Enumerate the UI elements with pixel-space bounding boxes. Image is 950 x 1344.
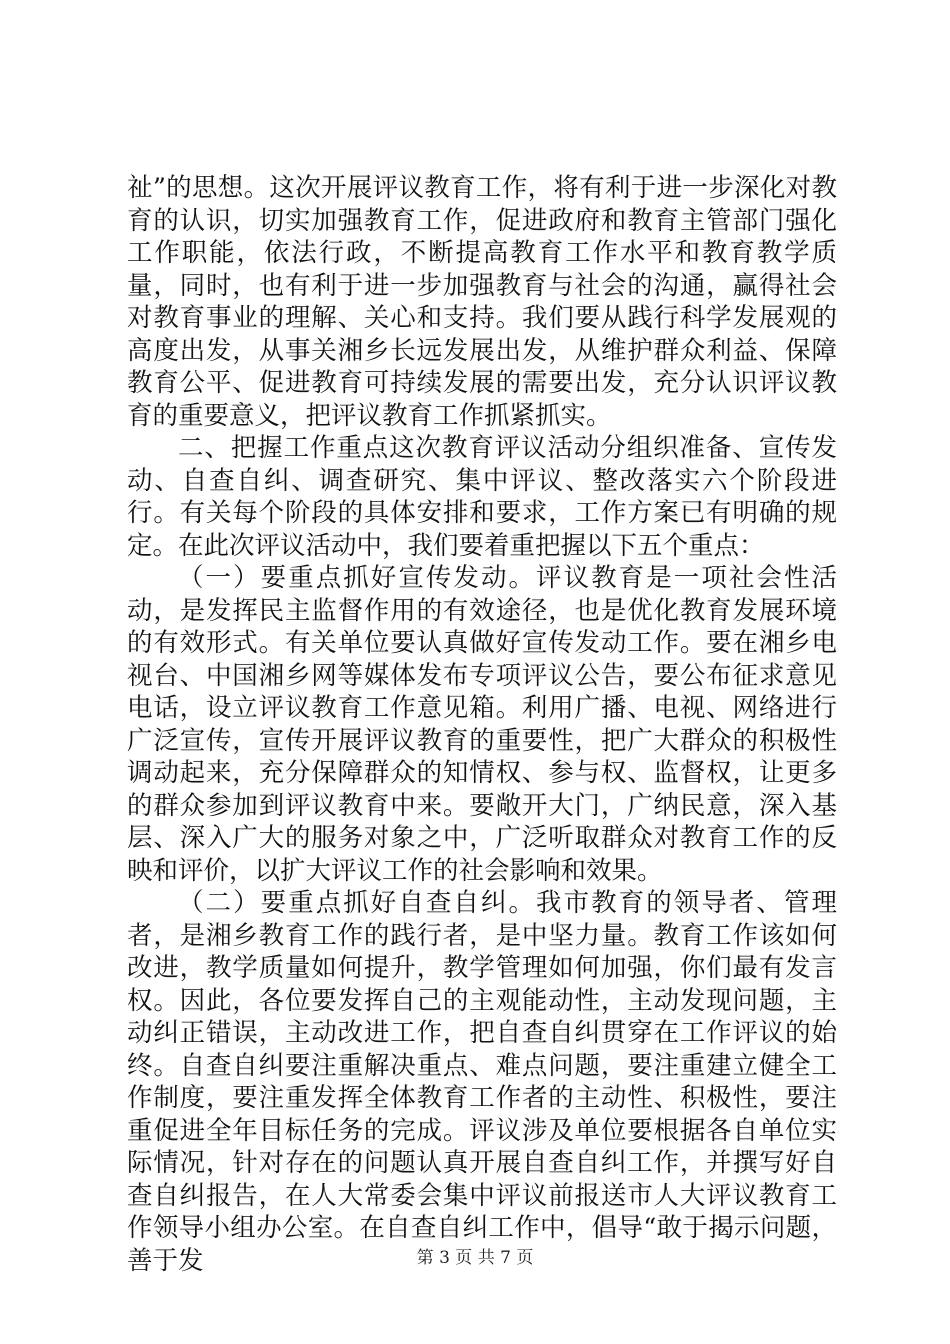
- paragraph-4: （二）要重点抓好自查自纠。我市教育的领导者、管理者，是湘乡教育工作的践行者，是中坚力量。教育工作该如何改进，教学质量如何提升，教学管理如何加强，你们最有发言权。因此，各位要发挥自己的主观能动性，主动发现问题，主动纠正错误，主动改进工作，把自查自纠贯穿在工作评议的始终。自查自纠要注重解决重点、难点问题，要注重建立健全工作制度，要注重发挥全体教育工作者的主动性、积极性，要注重促进全年目标任务的完成。评议涉及单位要根据各自单位实际情况，针对存在的问题认真开展自查自纠工作，并撰写好自查自纠报告，在人大常委会集中评议前报送市人大评议教育工作领导小组办公室。在自查自纠工作中，倡导“敢于揭示问题，善于发: [127, 888, 837, 1276]
- document-body: [127, 172, 837, 1277]
- paragraph-3: （一）要重点抓好宣传发动。评议教育是一项社会性活动，是发挥民主监督作用的有效途径，也是优化教育发展环境的有效形式。有关单位要认真做好宣传发动工作。要在湘乡电视台、中国湘乡网等媒体发布专项评议公告，要公布征求意见电话，设立评议教育工作意见箱。利用广播、电视、网络进行广泛宣传，宣传开展评议教育的重要性，把广大群众的积极性调动起来，充分保障群众的知情权、参与权、监督权，让更多的群众参加到评议教育中来。要敞开大门，广纳民意，深入基层、深入广大的服务对象之中，广泛听取群众对教育工作的反映和评价，以扩大评议工作的社会影响和效果。: [127, 563, 837, 886]
- paragraph-2: 二、把握工作重点这次教育评议活动分组织准备、宣传发动、自查自纠、调查研究、集中评议、整改落实六个阶段进行。有关每个阶段的具体安排和要求，工作方案已有明确的规定。在此次评议活动中，我们要着重把握以下五个重点：: [127, 433, 837, 561]
- page-number-footer: 第 3 页 共 7 页: [416, 1248, 534, 1268]
- paragraph-1: 祉”的思想。这次开展评议教育工作，将有利于进一步深化对教育的认识，切实加强教育工作，促进政府和教育主管部门强化工作职能，依法行政，不断提高教育工作水平和教育教学质量，同时，也有利于进一步加强教育与社会的沟通，赢得社会对教育事业的理解、关心和支持。我们要从践行科学发展观的高度出发，从事关湘乡长远发展出发，从维护群众利益、保障教育公平、促进教育可持续发展的需要出发，充分认识评议教育的重要意义，把评议教育工作抓紧抓实。: [127, 173, 837, 431]
